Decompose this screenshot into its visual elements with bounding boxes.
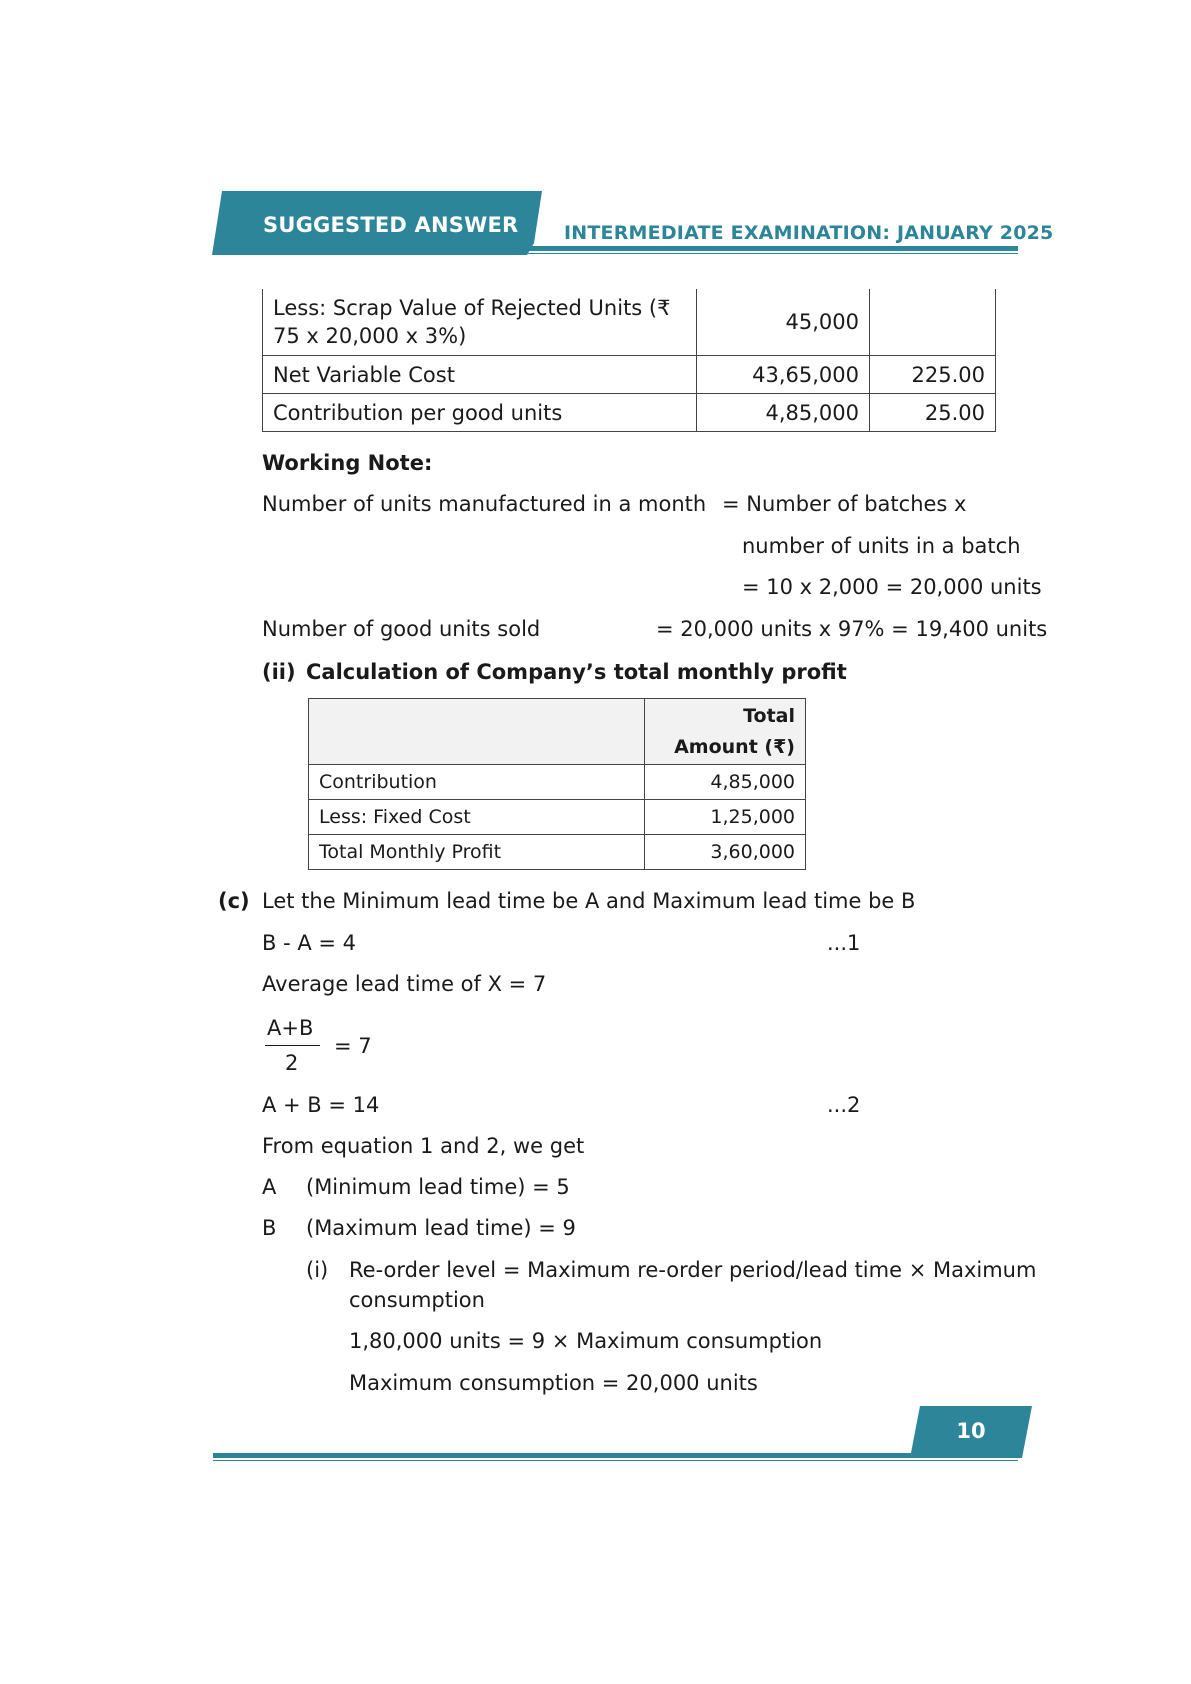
sub-i-line2: consumption <box>349 1288 485 1312</box>
exam-title: INTERMEDIATE EXAMINATION: JANUARY 2025 <box>564 222 1054 244</box>
working-note-line4-left: Number of good units sold <box>262 617 541 641</box>
table-cell-per-unit <box>870 289 996 356</box>
footer-rule-thin <box>213 1460 1018 1461</box>
fraction-denominator: 2 <box>285 1051 299 1075</box>
table-cell-label: Net Variable Cost <box>263 356 697 394</box>
header-rule <box>528 246 1018 251</box>
footer-rule <box>213 1453 1018 1458</box>
fraction-numerator: A+B <box>267 1016 314 1040</box>
table-row <box>309 835 806 870</box>
table-row <box>263 394 996 432</box>
section-ii-heading: Calculation of Company’s total monthly profit <box>306 660 847 684</box>
fraction-equals: = 7 <box>334 1034 372 1058</box>
table-header-empty <box>309 699 645 765</box>
working-note-line1-left: Number of units manufactured in a month <box>262 492 707 516</box>
table-cell-amount: 1,25,000 <box>645 800 806 835</box>
equation-1-ref: ...1 <box>827 931 861 955</box>
working-note-line1-right: = Number of batches x <box>722 492 967 516</box>
a-value: (Minimum lead time) = 5 <box>306 1175 570 1199</box>
equation-2: A + B = 14 <box>262 1093 380 1117</box>
monthly-profit-table <box>308 698 806 870</box>
table-header-row <box>309 699 806 765</box>
b-value: (Maximum lead time) = 9 <box>306 1216 576 1240</box>
working-note-heading: Working Note: <box>262 451 433 475</box>
b-label: B <box>262 1216 277 1240</box>
table-cell-amount: 3,60,000 <box>645 835 806 870</box>
equation-2-ref: ...2 <box>827 1093 861 1117</box>
table-cell-label: Contribution per good units <box>263 394 697 432</box>
table-cell-label: Total Monthly Profit <box>309 835 645 870</box>
average-lead-time: Average lead time of X = 7 <box>262 972 547 996</box>
variable-cost-table <box>262 289 996 432</box>
table-cell-label: Less: Fixed Cost <box>309 800 645 835</box>
table-row <box>263 356 996 394</box>
sub-i-number: (i) <box>306 1258 329 1282</box>
section-c-intro: Let the Minimum lead time be A and Maximum lead time be B <box>262 889 916 913</box>
table-row <box>263 289 996 356</box>
table-cell-label: Less: Scrap Value of Rejected Units (₹ 75 x 20,000 x 3%) <box>263 289 697 356</box>
sub-i-line4: Maximum consumption = 20,000 units <box>349 1371 758 1395</box>
table-row <box>309 765 806 800</box>
header-rule-thin <box>528 253 1018 254</box>
working-note-line3: = 10 x 2,000 = 20,000 units <box>742 575 1042 599</box>
table-cell-per-unit: 25.00 <box>870 394 996 432</box>
working-note-line4-right: = 20,000 units x 97% = 19,400 units <box>656 617 1048 641</box>
header-tab-label: SUGGESTED ANSWER <box>263 213 519 237</box>
table-cell-total: 43,65,000 <box>697 356 870 394</box>
section-c-number: (c) <box>218 889 250 913</box>
working-note-line2: number of units in a batch <box>742 534 1021 558</box>
a-label: A <box>262 1175 277 1199</box>
page-number: 10 <box>956 1419 986 1443</box>
table-cell-per-unit: 225.00 <box>870 356 996 394</box>
section-ii-number: (ii) <box>262 660 296 684</box>
table-header-amount: Total Amount (₹) <box>645 699 806 765</box>
table-row <box>309 800 806 835</box>
from-equations: From equation 1 and 2, we get <box>262 1134 585 1158</box>
table-cell-total: 45,000 <box>697 289 870 356</box>
sub-i-line1: Re-order level = Maximum re-order period/lead time × Maximum <box>349 1258 1037 1282</box>
table-cell-amount: 4,85,000 <box>645 765 806 800</box>
table-cell-label: Contribution <box>309 765 645 800</box>
sub-i-line3: 1,80,000 units = 9 × Maximum consumption <box>349 1329 823 1353</box>
fraction-bar <box>265 1045 320 1046</box>
equation-1: B - A = 4 <box>262 931 357 955</box>
table-cell-total: 4,85,000 <box>697 394 870 432</box>
